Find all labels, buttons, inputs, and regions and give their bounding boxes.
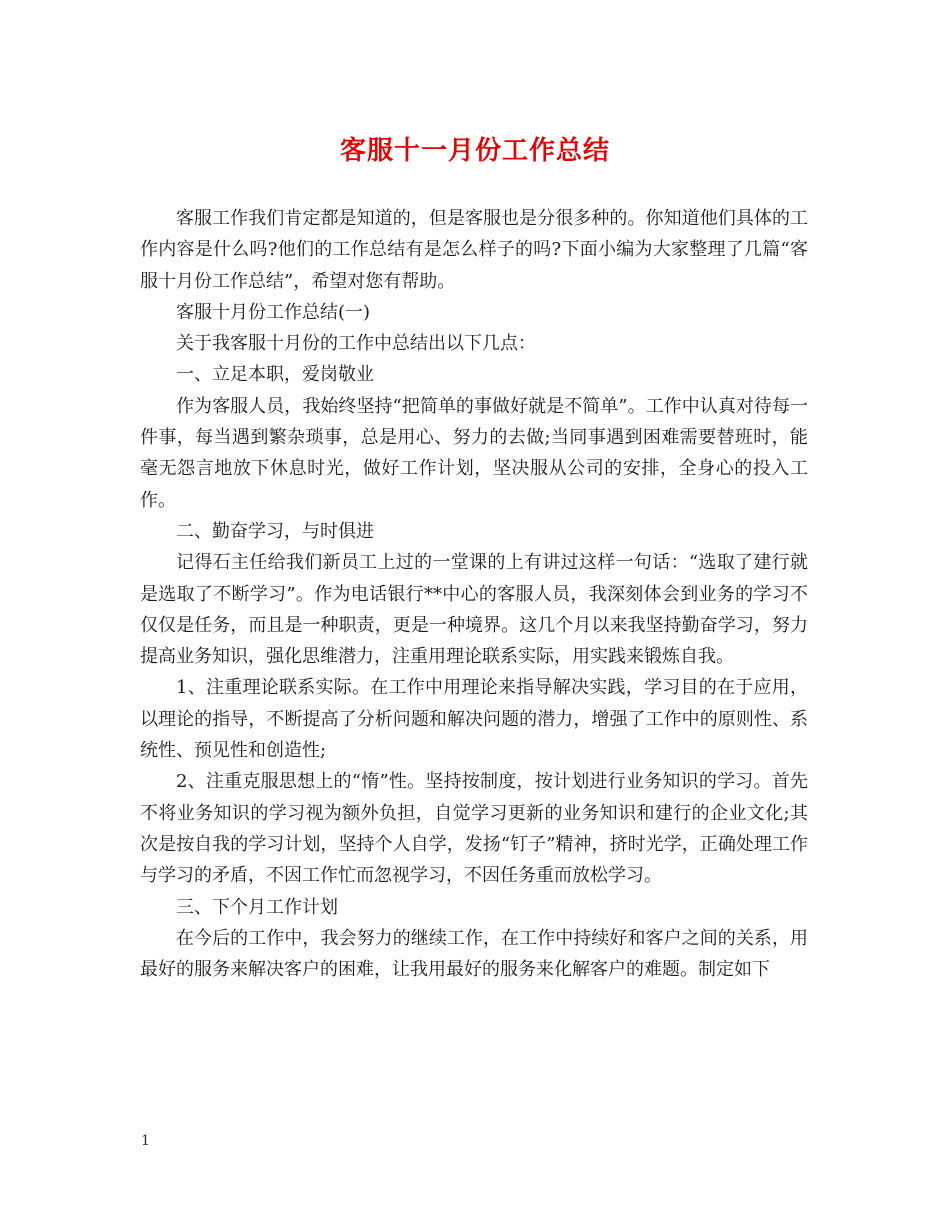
page-number: 1 (141, 1133, 150, 1149)
document-body (140, 203, 808, 985)
document-title: 客服十一月份工作总结 (339, 136, 610, 166)
paragraph: 作为客服人员，我始终坚持“把简单的事做好就是不简单”。工作中认真对待每一件事，每当遇到繁杂琐事，总是用心、努力的去做;当同事遇到困难需要替班时，能毫无怨言地放下休息时光，做好工作计划，坚决服从公司的安排，全身心的投入工作。 (140, 395, 808, 511)
paragraph-intro: 客服工作我们肯定都是知道的，但是客服也是分很多种的。你知道他们具体的工作内容是什么吗?他们的工作总结有是怎么样子的吗?下面小编为大家整理了几篇“客服十月份工作总结”，希望对您有帮助。 (140, 208, 808, 292)
paragraph-item-2: 2、注重克服思想上的“惰”性。坚持按制度，按计划进行业务知识的学习。首先不将业务知识的学习视为额外负担，自觉学习更新的业务知识和建行的企业文化;其次是按自我的学习计划，坚持个人自学，发扬“钉子”精神，挤时光学，正确处理工作与学习的矛盾，不因工作忙而忽视学习，不因任务重而放松学习。 (140, 771, 808, 887)
paragraph-lead: 关于我客服十月份的工作中总结出以下几点： (176, 333, 536, 355)
paragraph-item-1: 1、注重理论联系实际。在工作中用理论来指导解决实践，学习目的在于应用，以理论的指导，不断提高了分析问题和解决问题的潜力，增强了工作中的原则性、系统性、预见性和创造性; (140, 677, 808, 762)
paragraph: 记得石主任给我们新员工上过的一堂课的上有讲过这样一句话：“选取了建行就是选取了不断学习”。作为电话银行**中心的客服人员，我深刻体会到业务的学习不仅仅是任务，而且是一种职责，更是一种境界。这几个月以来我坚持勤奋学习，努力提高业务知识，强化思维潜力，注重用理论联系实际，用实践来锻炼自我。 (140, 552, 808, 668)
paragraph: 在今后的工作中，我会努力的继续工作，在工作中持续好和客户之间的关系，用最好的服务来解决客户的困难，让我用最好的服务来化解客户的难题。制定如下 (140, 927, 808, 981)
section-heading-3: 三、下个月工作计划 (176, 896, 338, 918)
section-heading-2: 二、勤奋学习，与时俱进 (176, 520, 374, 542)
paragraph-subtitle: 客服十月份工作总结(一) (176, 301, 371, 323)
section-heading-1: 一、立足本职，爱岗敬业 (176, 364, 374, 386)
